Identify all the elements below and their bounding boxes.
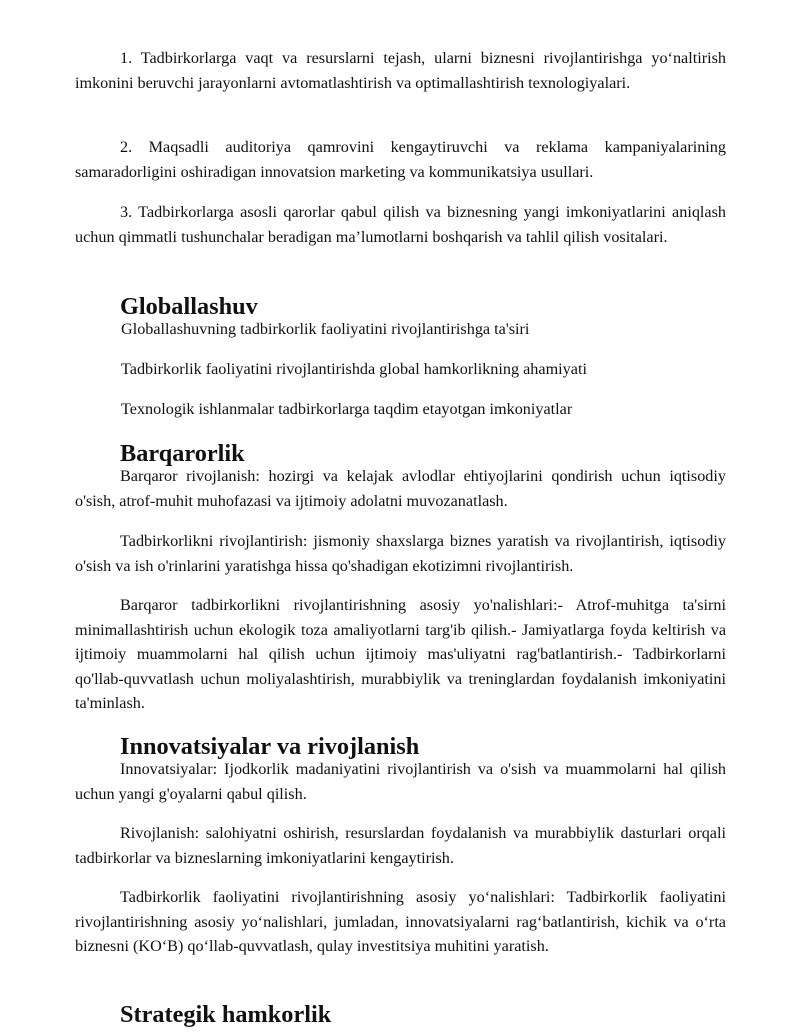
list-item-3: 3. Tadbirkorlarga asosli qarorlar qabul qilish va biznesning yangi imkoniyatlarini aniqlash uchun qimmatli tushunchalar beradigan ma’lumotlarni boshqarish va tahlil qilish vositalari.	[75, 203, 726, 246]
barqarorlik-paragraph-3: Barqaror tadbirkorlikni rivojlantirishning asosiy yo'nalishlari:- Atrof-muhitga ta'sirni minimallashtirish uchun ekologik toza amaliyotlarni targ'ib qilish.- Jamiyatlarga foyda keltirish va ijtimoiy muammolarni hal qilish uchun ijtimoiy mas'uliyatni rag'batlantirish.- Tadbirkorlarni qo'llab-quvvatlash uchun moliyalashtirish, murabbiylik va treninglardan foydalanish imkoniyatini ta'minlash.	[75, 596, 726, 713]
innovatsiyalar-paragraph-3: Tadbirkorlik faoliyatini rivojlantirishning asosiy yo‘nalishlari: Tadbirkorlik faoliyatini rivojlantirishning asosiy yo‘nalishlari, jumladan, innovatsiyalarni rag‘batlantirish, kichik va o‘rta biznesni (KO‘B) qo‘llab-quvvatlash, qulay investitsiya muhitini yaratish.	[75, 888, 726, 956]
list-item-2: 2. Maqsadli auditoriya qamrovini kengaytiruvchi va reklama kampaniyalarining samaradorligini oshiradigan innovatsion marketing va kommunikatsiya usullari.	[75, 138, 726, 181]
globallashuv-item-2: Tadbirkorlik faoliyatini rivojlantirishda global hamkorlikning ahamiyati	[121, 360, 587, 378]
section-heading-barqarorlik: Barqarorlik	[120, 440, 245, 467]
section-heading-globallashuv: Globallashuv	[120, 293, 258, 320]
innovatsiyalar-paragraph-1: Innovatsiyalar: Ijodkorlik madaniyatini rivojlantirish va o'sish va muammolarni hal qilish uchun yangi g'oyalarni qabul qilish.	[75, 760, 726, 803]
innovatsiyalar-paragraph-2: Rivojlanish: salohiyatni oshirish, resurslardan foydalanish va murabbiylik dasturlari orqali tadbirkorlar va bizneslarning imkoniyatlarini kengaytirish.	[75, 824, 726, 867]
section-heading-strategik: Strategik hamkorlik	[120, 1001, 332, 1028]
globallashuv-item-3: Texnologik ishlanmalar tadbirkorlarga taqdim etayotgan imkoniyatlar	[121, 400, 573, 418]
list-item-1: 1. Tadbirkorlarga vaqt va resurslarni tejash, ularni biznesni rivojlantirishga yo‘naltirish imkonini beruvchi jarayonlarni avtomatlashtirish va optimallashtirish texnologiyalari.	[75, 49, 726, 92]
barqarorlik-paragraph-2: Tadbirkorlikni rivojlantirish: jismoniy shaxslarga biznes yaratish va rivojlantirish, iqtisodiy o'sish va ish o'rinlarini yaratishga hissa qo'shadigan ekotizimni rivojlantirish.	[75, 532, 726, 575]
barqarorlik-paragraph-1: Barqaror rivojlanish: hozirgi va kelajak avlodlar ehtiyojlarini qondirish uchun iqtisodiy o'sish, atrof-muhit muhofazasi va ijtimoiy adolatni muvozanatlash.	[75, 467, 726, 510]
section-heading-innovatsiyalar: Innovatsiyalar va rivojlanish	[120, 733, 420, 760]
globallashuv-item-1: Globallashuvning tadbirkorlik faoliyatini rivojlantirishga ta'siri	[121, 320, 530, 338]
